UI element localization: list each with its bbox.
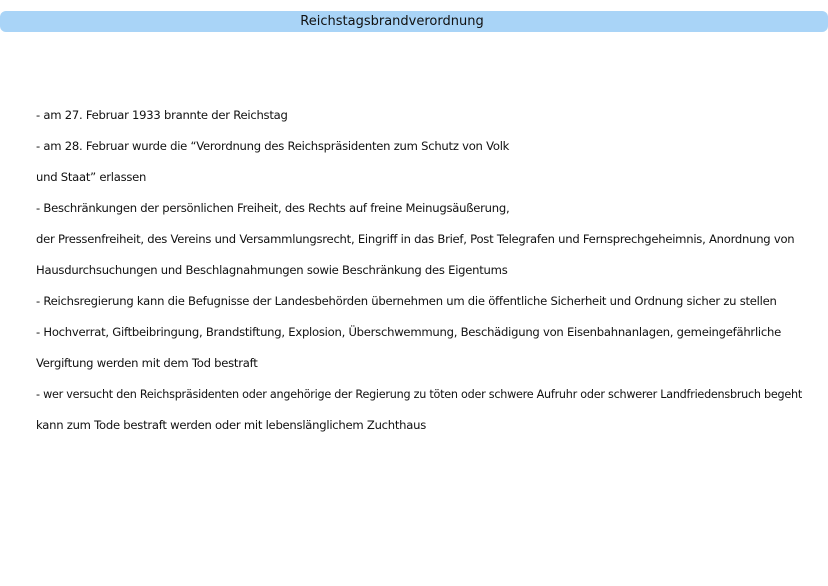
note-line: - wer versucht den Reichspräsidenten oder angehörige der Regierung zu töten oder schwere Aufruhr oder schwerer Landfriedensbruch begeht <box>36 388 803 401</box>
note-line: kann zum Tode bestraft werden oder mit lebenslänglichem Zuchthaus <box>36 418 427 432</box>
note-line: Hausdurchsuchungen und Beschlagnahmungen sowie Beschränkung des Eigentums <box>36 263 508 277</box>
note-line: - am 27. Februar 1933 brannte der Reichstag <box>36 108 288 122</box>
title-bar <box>0 11 828 32</box>
note-line: - Beschränkungen der persönlichen Freiheit, des Rechts auf freine Meinugsäußerung, <box>36 201 510 215</box>
note-line: - Hochverrat, Giftbeibringung, Brandstiftung, Explosion, Überschwemmung, Beschädigung von Eisenbahnanlagen, gemeingefährliche <box>36 325 781 339</box>
page-title: Reichstagsbrandverordnung <box>300 14 484 29</box>
note-line: der Pressenfreiheit, des Vereins und Versammlungsrecht, Eingriff in das Brief, Post Telegrafen und Fernsprechgeheimnis, Anordnung von <box>36 232 795 246</box>
note-body <box>36 104 816 445</box>
note-line: - am 28. Februar wurde die “Verordnung des Reichspräsidenten zum Schutz von Volk <box>36 139 510 153</box>
note-line: - Reichsregierung kann die Befugnisse der Landesbehörden übernehmen um die öffentliche Sicherheit und Ordnung sicher zu stellen <box>36 294 777 308</box>
note-line: und Staat” erlassen <box>36 170 147 184</box>
note-line: Vergiftung werden mit dem Tod bestraft <box>36 356 258 370</box>
